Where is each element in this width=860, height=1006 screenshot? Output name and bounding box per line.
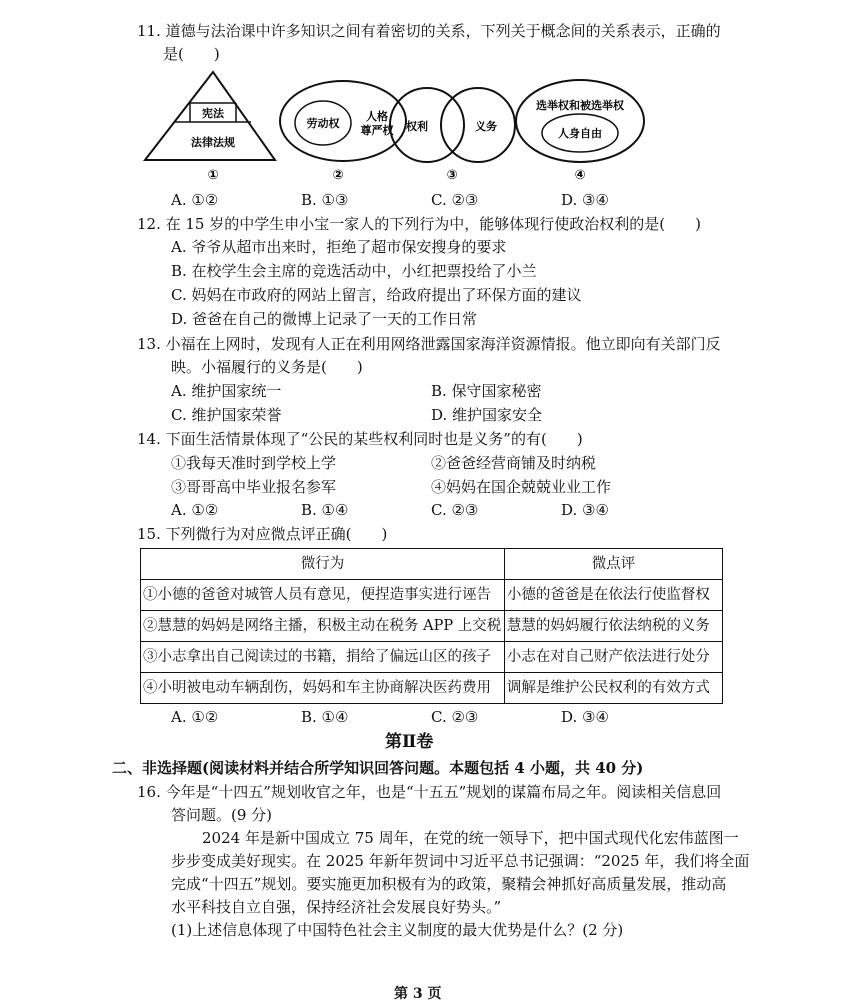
fig3-left-label: 权利: [406, 120, 428, 133]
q15-option-d: D. ③④: [561, 708, 609, 726]
table-cell: ①小德的爸爸对城管人员有意见，便捏造事实进行诬告: [141, 580, 505, 611]
table-row: [141, 580, 723, 611]
q16-material-line4: 水平科技自立自强，保持经济社会发展良好势头。”: [171, 898, 502, 916]
q14-option-c: C. ②③: [431, 501, 479, 519]
table-cell: 慧慧的妈妈履行依法纳税的义务: [504, 611, 722, 642]
q14-item-3: ③哥哥高中毕业报名参军: [171, 478, 337, 496]
table-header-comment: 微点评: [504, 549, 722, 580]
fig4-inner-label: 人身自由: [558, 127, 602, 140]
part2-section-heading: 二、非选择题(阅读材料并结合所学知识回答问题。本题包括 4 小题，共 40 分): [112, 759, 644, 777]
table-cell: 小德的爸爸是在依法行使监督权: [504, 580, 722, 611]
q12-option-c: C. 妈妈在市政府的网站上留言，给政府提出了环保方面的建议: [171, 286, 582, 304]
fig2-number: ②: [332, 168, 344, 183]
fig1-triangle: [145, 72, 275, 183]
q13-option-b: B. 保守国家秘密: [431, 382, 542, 400]
q14-option-a: A. ①②: [171, 501, 219, 519]
fig3-number: ③: [446, 168, 458, 183]
table-header-behavior: 微行为: [141, 549, 505, 580]
q11-stem-line2: 是( ): [163, 45, 220, 63]
table-cell: 小志在对自己财产依法进行处分: [504, 642, 722, 673]
fig1-top-label: 宪法: [202, 107, 224, 120]
q16-subquestion-1: (1)上述信息体现了中国特色社会主义制度的最大优势是什么？(2 分): [171, 921, 624, 939]
q14-stem: 14. 下面生活情景体现了“公民的某些权利同时也是义务”的有( ): [137, 430, 583, 448]
fig3-circles: [390, 88, 515, 183]
q11-stem-line1: 11. 道德与法治课中许多知识之间有着密切的关系，下列关于概念间的关系表示，正确的: [137, 22, 721, 40]
table-cell: ④小明被电动车辆刮伤，妈妈和车主协商解决医药费用: [141, 673, 505, 704]
q11-option-a: A. ①②: [171, 191, 219, 209]
fig4-ellipses: [516, 80, 644, 183]
fig2-outer-label-2: 尊严权: [360, 124, 394, 137]
table-cell: ③小志拿出自己阅读过的书籍，捐给了偏远山区的孩子: [141, 642, 505, 673]
q15-option-a: A. ①②: [171, 708, 219, 726]
q15-stem: 15. 下列微行为对应微点评正确( ): [137, 525, 388, 543]
q16-material-line3: 完成“十四五”规划。要实施更加积极有为的政策，聚精会神抓好高质量发展，推动高: [171, 875, 727, 893]
q11-figures: [140, 68, 760, 186]
q16-material-line2: 步步变成美好现实。在 2025 年新年贺词中习近平总书记强调：“2025 年，我们将全面: [171, 852, 750, 870]
q14-option-b: B. ①④: [301, 501, 349, 519]
q11-option-c: C. ②③: [431, 191, 479, 209]
table-cell: 调解是维护公民权利的有效方式: [504, 673, 722, 704]
page-number: 第 3 页: [394, 986, 442, 1002]
q12-option-a: A. 爷爷从超市出来时，拒绝了超市保安搜身的要求: [171, 238, 507, 256]
q11-option-d: D. ③④: [561, 191, 609, 209]
q16-stem-line2: 答问题。(9 分): [171, 806, 273, 824]
table-row: [141, 611, 723, 642]
fig2-inner-label: 劳动权: [306, 117, 340, 130]
q15-option-b: B. ①④: [301, 708, 349, 726]
q13-stem-line1: 13. 小福在上网时，发现有人正在利用网络泄露国家海洋资源情报。他立即向有关部门反: [137, 335, 721, 353]
q15-option-c: C. ②③: [431, 708, 479, 726]
fig4-outer-label: 选举权和被选举权: [536, 99, 624, 112]
q14-item-1: ①我每天准时到学校上学: [171, 454, 337, 472]
q13-option-c: C. 维护国家荣誉: [171, 406, 282, 424]
q16-material-line1: 2024 年是新中国成立 75 周年，在党的统一领导下，把中国式现代化宏伟蓝图一: [202, 829, 739, 847]
part2-title: 第Ⅱ卷: [385, 732, 434, 752]
q12-option-d: D. 爸爸在自己的微博上记录了一天的工作日常: [171, 310, 478, 328]
table-row: [141, 673, 723, 704]
fig2-ellipses: [280, 81, 406, 183]
table-header-row: [141, 549, 723, 580]
q13-option-d: D. 维护国家安全: [431, 406, 543, 424]
fig2-outer-label-1: 人格: [366, 110, 388, 123]
table-row: [141, 642, 723, 673]
q16-stem-line1: 16. 今年是“十四五”规划收官之年，也是“十五五”规划的谋篇布局之年。阅读相关信息回: [137, 783, 722, 801]
q13-option-a: A. 维护国家统一: [171, 382, 282, 400]
q14-item-4: ④妈妈在国企兢兢业业工作: [431, 478, 612, 496]
q14-item-2: ②爸爸经营商铺及时纳税: [431, 454, 597, 472]
fig1-number: ①: [207, 168, 219, 183]
q12-stem: 12. 在 15 岁的中学生申小宝一家人的下列行为中，能够体现行使政治权利的是( ): [137, 215, 701, 233]
q14-option-d: D. ③④: [561, 501, 609, 519]
q15-table: [140, 548, 723, 704]
fig3-right-label: 义务: [475, 120, 497, 133]
fig1-bottom-label: 法律法规: [191, 136, 235, 149]
q11-option-b: B. ①③: [301, 191, 349, 209]
q12-option-b: B. 在校学生会主席的竞选活动中，小红把票投给了小兰: [171, 262, 537, 280]
table-cell: ②慧慧的妈妈是网络主播，积极主动在税务 APP 上交税: [141, 611, 505, 642]
fig4-number: ④: [574, 168, 586, 183]
q13-stem-line2: 映。小福履行的义务是( ): [171, 358, 363, 376]
